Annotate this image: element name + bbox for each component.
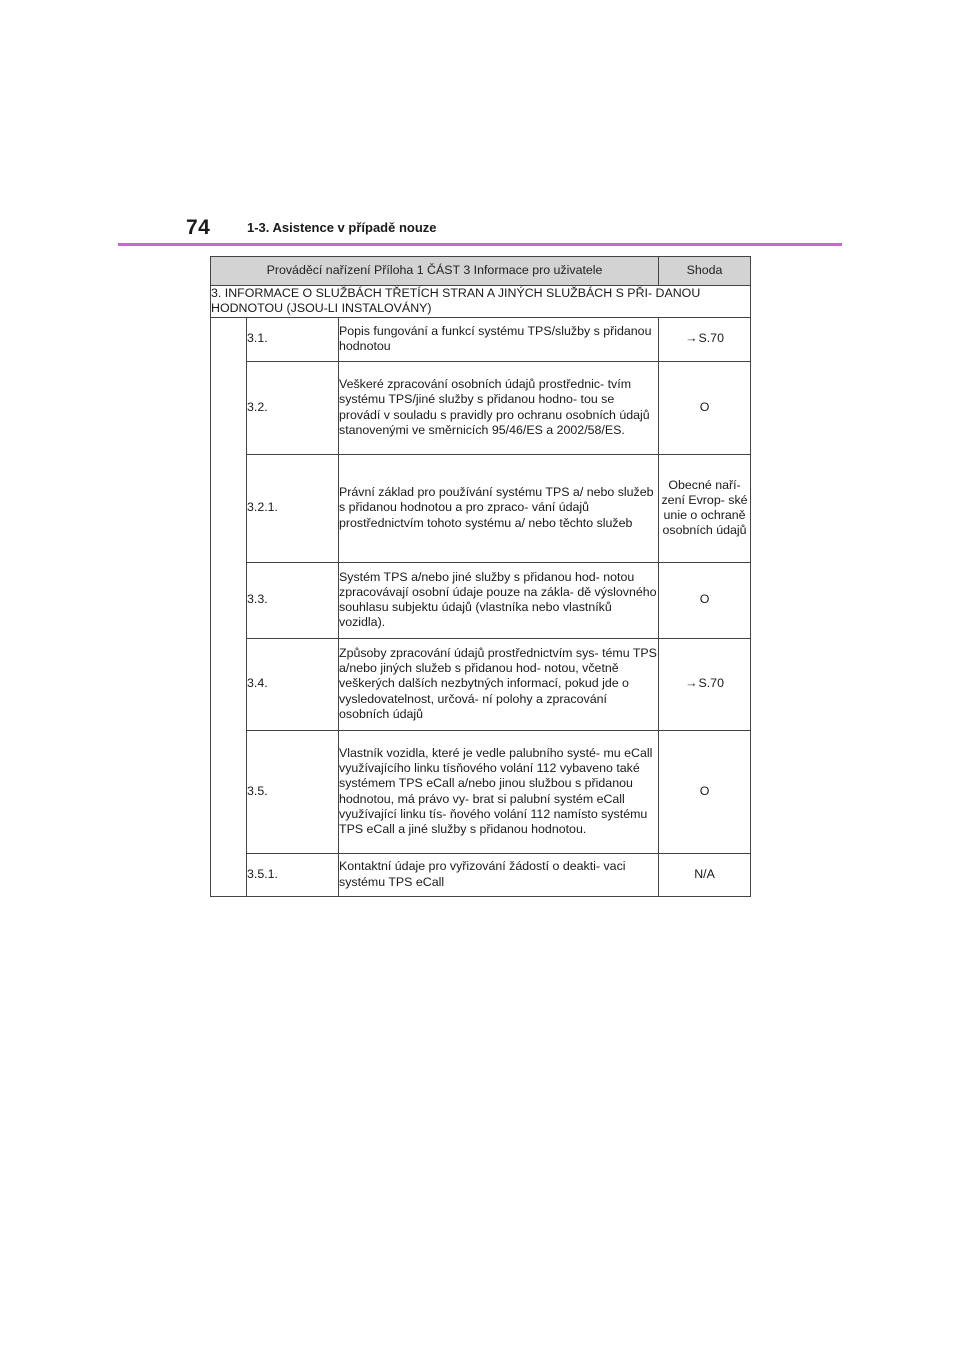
table-row bbox=[211, 853, 751, 896]
row-number: 3.4. bbox=[247, 638, 339, 730]
right-arrow-icon: → bbox=[685, 676, 698, 691]
row-number: 3.5.1. bbox=[247, 853, 339, 896]
row-description: Systém TPS a/nebo jiné služby s přidanou hod- notou zpracovávají osobní údaje pouze na zákla- dě výslovného souhlasu subjektu údajů (vlastníka nebo vlastníků vozidla). bbox=[339, 562, 659, 638]
row-description: Popis fungování a funkcí systému TPS/služby s přidanou hodnotou bbox=[339, 317, 659, 361]
section-heading: 3. INFORMACE O SLUŽBÁCH TŘETÍCH STRAN A JINÝCH SLUŽBÁCH S PŘI- DANOU HODNOTOU (JSOU-LI INSTALOVÁNY) bbox=[211, 286, 751, 318]
section-heading-row bbox=[211, 286, 751, 318]
row-number: 3.5. bbox=[247, 730, 339, 853]
row-description: Právní základ pro používání systému TPS a/ nebo služeb s přidanou hodnotou a pro zpraco- vání údajů prostřednictvím tohoto systému a/ nebo těchto služeb bbox=[339, 454, 659, 562]
indent-cell bbox=[211, 317, 247, 896]
row-compliance: Obecné naří- zení Evrop- ské unie o ochraně osobních údajů bbox=[659, 454, 751, 562]
column-header-compliance: Shoda bbox=[659, 257, 751, 286]
row-description: Vlastník vozidla, které je vedle palubního systé- mu eCall využívajícího linku tísňového volání 112 vybaveno také systémem TPS eCall a/nebo jinou službou s přidanou hodnotou, má právo vy- brat si palubní systém eCall využívající linku tís- ňového volání 112 namísto systému TPS eCall a jiné služby s přidanou hodnotou. bbox=[339, 730, 659, 853]
row-compliance: O bbox=[659, 730, 751, 853]
row-compliance: O bbox=[659, 562, 751, 638]
row-number: 3.2. bbox=[247, 361, 339, 454]
table-row bbox=[211, 730, 751, 853]
page-reference: S.70 bbox=[698, 331, 724, 346]
row-compliance bbox=[659, 638, 751, 730]
header-rule bbox=[118, 243, 842, 246]
regulation-table bbox=[210, 256, 751, 897]
column-header-regulation: Prováděcí nařízení Příloha 1 ČÁST 3 Informace pro uživatele bbox=[211, 257, 659, 286]
page-number: 74 bbox=[186, 216, 211, 239]
row-description: Veškeré zpracování osobních údajů prostřednic- tvím systému TPS/jiné služby s přidanou hodno- tou se provádí v souladu s pravidly pro ochranu osobních údajů stanovenými ve směrnicích 95/46/ES a 2002/58/ES. bbox=[339, 361, 659, 454]
right-arrow-icon: → bbox=[685, 331, 698, 346]
row-number: 3.1. bbox=[247, 317, 339, 361]
table-row bbox=[211, 361, 751, 454]
section-title: 1-3. Asistence v případě nouze bbox=[247, 220, 437, 235]
table-row bbox=[211, 317, 751, 361]
row-number: 3.3. bbox=[247, 562, 339, 638]
table-row bbox=[211, 562, 751, 638]
page-reference: S.70 bbox=[698, 676, 724, 691]
table-row bbox=[211, 454, 751, 562]
row-compliance: O bbox=[659, 361, 751, 454]
row-description: Způsoby zpracování údajů prostřednictvím sys- tému TPS a/nebo jiných služeb s přidanou hod- notou, včetně veškerých dalších nezbytných informací, pokud jde o vysledovatelnost, určová- ní polohy a zpracování osobních údajů bbox=[339, 638, 659, 730]
row-description: Kontaktní údaje pro vyřizování žádostí o deakti- vaci systému TPS eCall bbox=[339, 853, 659, 896]
table-header-row bbox=[211, 257, 751, 286]
row-compliance bbox=[659, 317, 751, 361]
row-compliance: N/A bbox=[659, 853, 751, 896]
row-number: 3.2.1. bbox=[247, 454, 339, 562]
table-row bbox=[211, 638, 751, 730]
